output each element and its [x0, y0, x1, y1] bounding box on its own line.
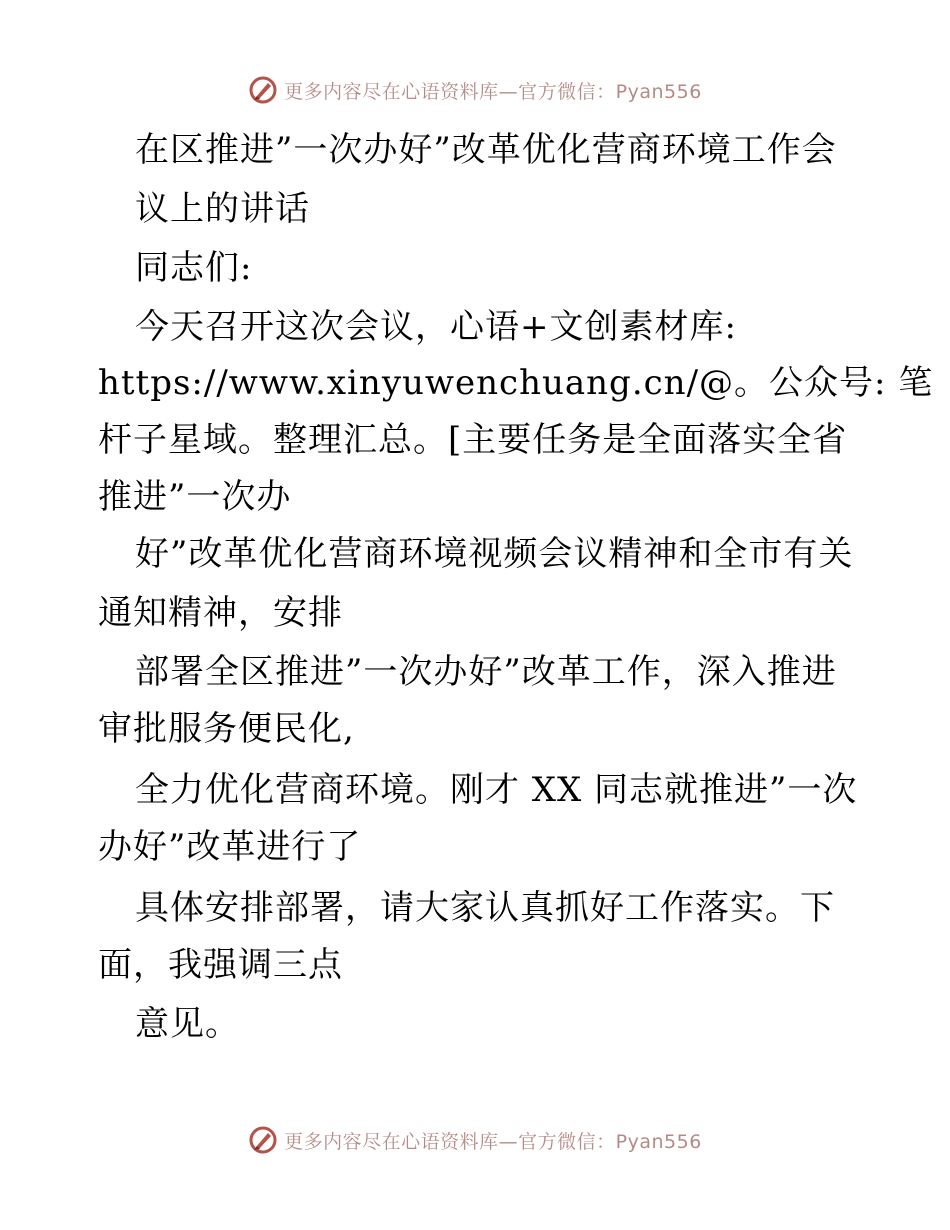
brush-logo-icon	[248, 75, 278, 105]
footer-watermark	[0, 1120, 950, 1160]
body-line: 通知精神，安排	[98, 593, 343, 633]
header-watermark-text: 更多内容尽在心语资料库—官方微信：Pyan556	[284, 80, 702, 103]
body-line: 全力优化营商环境。刚才 XX 同志就推进”一次	[135, 770, 858, 810]
brush-logo-icon	[248, 1125, 278, 1155]
body-line: 推进”一次办	[98, 477, 292, 517]
body-line: 办好”改革进行了	[98, 827, 362, 867]
body-line: 杆子星域。整理汇总。[主要任务是全面落实全省	[98, 420, 848, 460]
title-line-2: 议上的讲话	[135, 189, 310, 229]
salutation: 同志们:	[135, 248, 253, 288]
footer-watermark-text: 更多内容尽在心语资料库—官方微信：Pyan556	[284, 1130, 702, 1153]
title-line-1: 在区推进”一次办好”改革优化营商环境工作会	[135, 130, 837, 170]
body-line: 面，我强调三点	[98, 945, 343, 985]
body-line: 部署全区推进”一次办好”改革工作，深入推进	[135, 652, 837, 692]
body-line: 意见。	[135, 1004, 240, 1044]
body-line: 具体安排部署，请大家认真抓好工作落实。下	[135, 888, 835, 928]
body-line: 今天召开这次会议，心语+文创素材库:	[135, 307, 737, 347]
header-watermark	[0, 70, 950, 110]
body-line: 好”改革优化营商环境视频会议精神和全市有关	[135, 534, 854, 574]
body-line: https://www.xinyuwenchuang.cn/@。公众号: 笔	[98, 363, 934, 403]
body-line: 审批服务便民化,	[98, 709, 355, 749]
